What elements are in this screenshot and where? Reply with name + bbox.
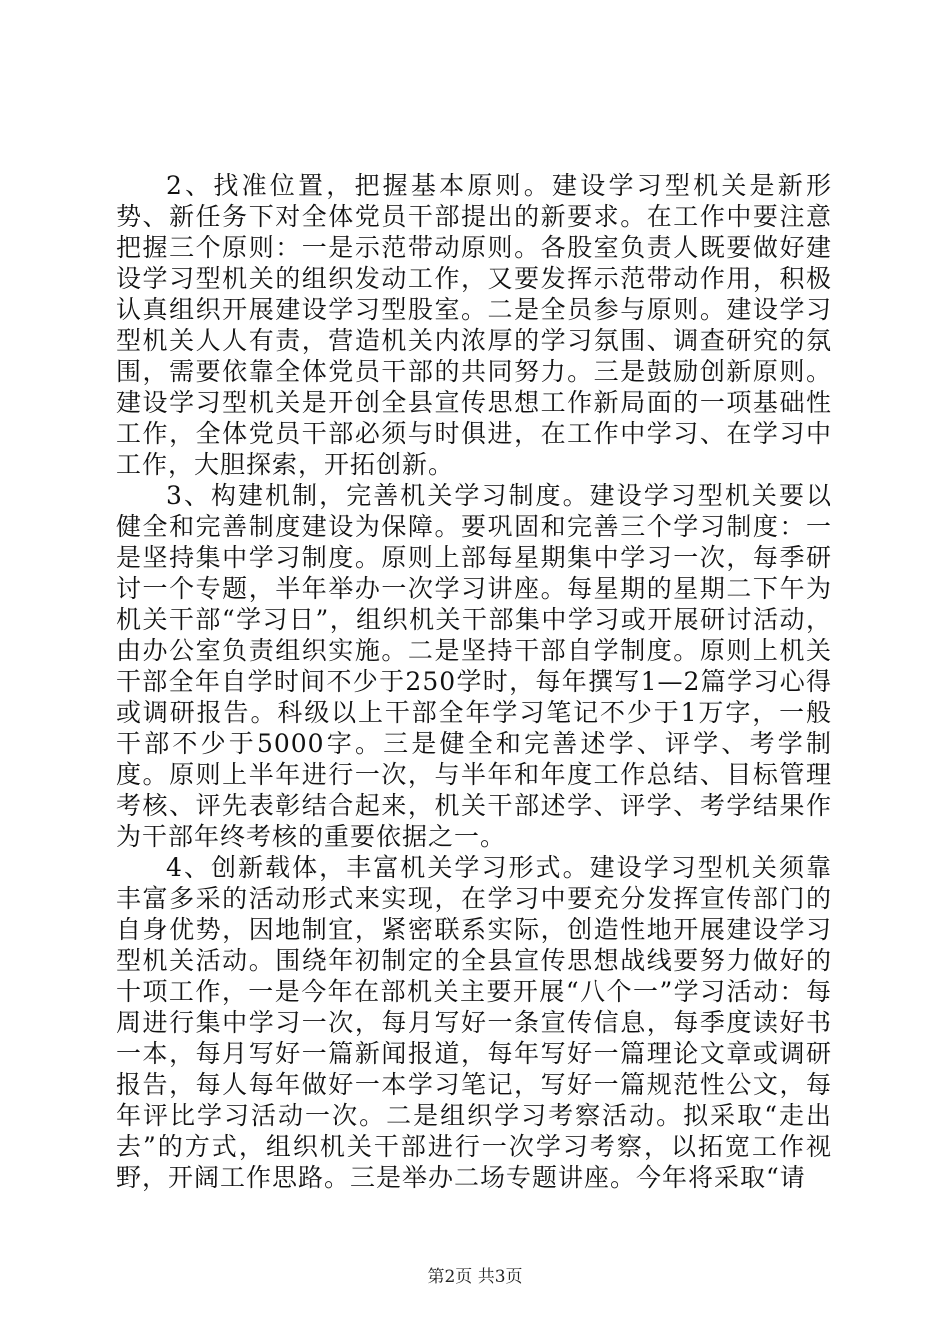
paragraph-innovation: 4、创新载体，丰富机关学习形式。建设学习型机关须靠丰富多采的活动形式来实现，在学习中要充分发挥宣传部门的自身优势，因地制宜，紧密联系实际，创造性地开展建设学习型机关活动。围绕年初制定的全县宣传思想战线要努力做好的十项工作，一是今年在部机关主要开展“八个一”学习活动：每周进行集中学习一次，每月写好一条宣传信息，每季度读好书一本，每月写好一篇新闻报道，每年写好一篇理论文章或调研报告，每人每年做好一本学习笔记，写好一篇规范性公文，每年评比学习活动一次。二是组织学习考察活动。拟采取“走出去”的方式，组织机关干部进行一次学习考察，以拓宽工作视野，开阔工作思路。三是举办二场专题讲座。今年将采取“请 bbox=[116, 853, 832, 1192]
document-body bbox=[116, 170, 832, 1193]
paragraph-principles: 2、找准位置，把握基本原则。建设学习型机关是新形势、新任务下对全体党员干部提出的新要求。在工作中要注意把握三个原则：一是示范带动原则。各股室负责人既要做好建设学习型机关的组织发动工作，又要发挥示范带动作用，积极认真组织开展建设学习型股室。二是全员参与原则。建设学习型机关人人有责，营造机关内浓厚的学习氛围、调查研究的氛围，需要依靠全体党员干部的共同努力。三是鼓励创新原则。建设学习型机关是开创全县宣传思想工作新局面的一项基础性工作，全体党员干部必须与时俱进，在工作中学习、在学习中工作，大胆探索，开拓创新。 bbox=[116, 171, 832, 479]
paragraph-mechanism: 3、构建机制，完善机关学习制度。建设学习型机关要以健全和完善制度建设为保障。要巩固和完善三个学习制度：一是坚持集中学习制度。原则上部每星期集中学习一次，每季研讨一个专题，半年举办一次学习讲座。每星期的星期二下午为机关干部“学习日”，组织机关干部集中学习或开展研讨活动，由办公室负责组织实施。二是坚持干部自学制度。原则上机关干部全年自学时间不少于250学时，每年撰写1—2篇学习心得或调研报告。科级以上干部全年学习笔记不少于1万字，一般干部不少于5000字。三是健全和完善述学、评学、考学制度。原则上半年进行一次，与半年和年度工作总结、目标管理考核、评先表彰结合起来，机关干部述学、评学、考学结果作为干部年终考核的重要依据之一。 bbox=[116, 481, 832, 851]
page-footer: 第2页 共3页 bbox=[427, 1267, 523, 1287]
